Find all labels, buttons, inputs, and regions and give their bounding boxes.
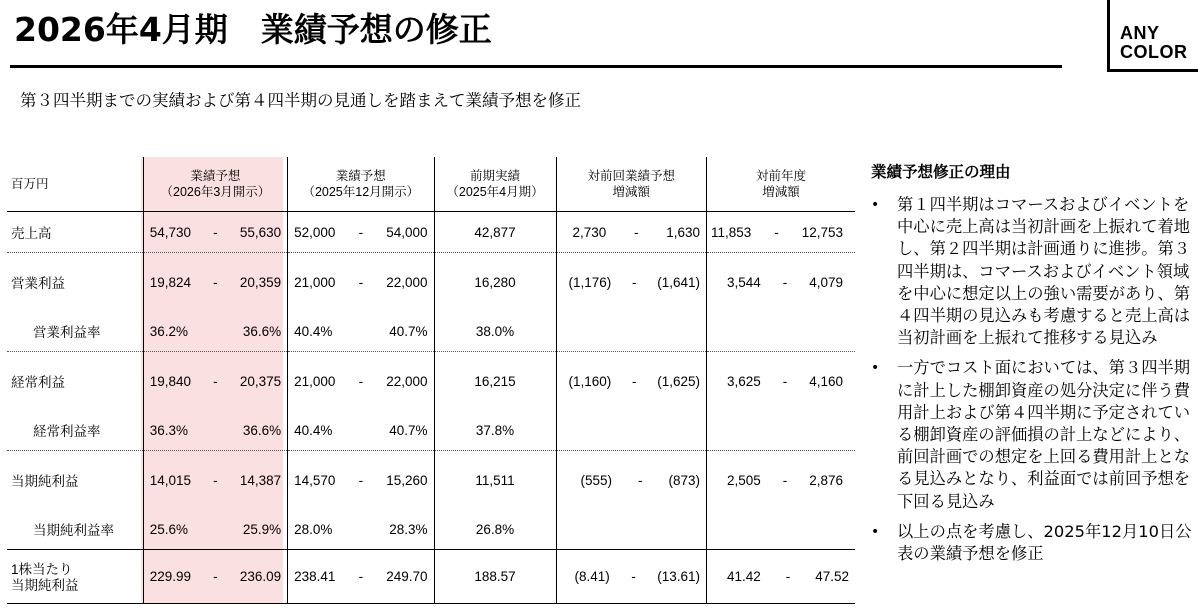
value: 36.6% <box>242 422 282 438</box>
value: 47.52 <box>815 569 849 584</box>
value: 14,570 <box>294 472 336 488</box>
row-label: 営業利益 <box>11 276 65 291</box>
range-dash: - <box>213 274 218 290</box>
table-row <box>7 212 855 253</box>
value: 16,215 <box>474 373 516 389</box>
table-row <box>7 253 855 312</box>
list-item <box>871 521 1198 565</box>
value: 188.57 <box>474 569 516 584</box>
value: 42,877 <box>474 224 516 240</box>
range-dash: - <box>782 472 788 488</box>
table-row <box>7 410 855 451</box>
table-row <box>7 509 855 550</box>
range-dash: - <box>358 373 364 389</box>
range-dash: - <box>785 569 791 584</box>
value: (555) <box>580 472 613 488</box>
value: 40.7% <box>389 422 428 438</box>
value: 236.09 <box>239 569 282 584</box>
value: 28.0% <box>294 521 333 537</box>
reason-text: 以上の点を考慮し、2025年12月10日公表の業績予想を修正 <box>897 521 1192 564</box>
value: 40.4% <box>294 323 333 339</box>
header-line2: 増減額 <box>762 185 800 199</box>
header-line2: （2025年4月期） <box>446 185 544 199</box>
value: 21,000 <box>294 373 336 389</box>
range-dash: - <box>213 373 218 389</box>
value: 3,625 <box>727 373 761 389</box>
table-row <box>7 352 855 411</box>
value: 40.7% <box>389 323 428 339</box>
value: 26.8% <box>475 521 515 537</box>
row-label: 当期純利益 <box>11 474 79 489</box>
header-line1: 業績予想 <box>335 169 386 183</box>
row-label-line1: 1株当たり <box>11 561 73 577</box>
value: 4,079 <box>809 274 843 290</box>
value: 55,630 <box>239 224 282 240</box>
value: 19,824 <box>149 274 192 290</box>
row-label: 営業利益率 <box>33 325 101 340</box>
value: 229.99 <box>149 569 192 584</box>
range-dash: - <box>213 472 218 488</box>
header-line2: 増減額 <box>612 185 651 199</box>
value: (1,176) <box>568 274 612 290</box>
bullet-icon: • <box>871 197 880 213</box>
value: 37.8% <box>475 422 515 438</box>
value: 40.4% <box>294 422 333 438</box>
company-logo <box>1107 0 1198 72</box>
revision-reasons-panel <box>871 160 1198 573</box>
value: 249.70 <box>386 569 428 584</box>
value: 14,015 <box>149 472 192 488</box>
reason-text: 一方でコスト面においては、第３四半期に計上した棚卸資産の処分決定に伴う費用計上および第４四半期に予定されている棚卸資産の評価損の計上などにより、前回計画での想定を上回る費用計上となる見込みとなり、利益面では前回予想を下回る見込み <box>897 358 1191 511</box>
value: 3,544 <box>727 274 761 290</box>
value: 4,160 <box>809 373 843 389</box>
logo-text-line2: COLOR <box>1120 42 1188 62</box>
value: 25.9% <box>242 521 282 537</box>
title-underline <box>10 65 1062 68</box>
row-label: 当期純利益率 <box>33 523 114 538</box>
header-line1: 対前回業績予想 <box>587 169 676 183</box>
range-dash: - <box>782 274 788 290</box>
value: (8.41) <box>574 569 610 584</box>
table-header-row <box>7 157 855 212</box>
value: 15,260 <box>386 472 428 488</box>
header-line2: （2026年3月開示） <box>160 185 271 199</box>
range-dash: - <box>631 569 636 584</box>
table-row <box>7 550 855 604</box>
bullet-icon: • <box>871 360 880 377</box>
reasons-list <box>871 194 1198 565</box>
value: 52,000 <box>294 224 336 240</box>
reason-text: 第１四半期はコマースおよびイベントを中心に売上高は当初計画を上振れて着地し、第２四半期は計画通りに進捗。第３四半期は、コマースおよびイベント領域を中心に想定以上の強い需要があり、第４四半期の見込みも考慮すると売上高は当初計画を上振れて推移する見込み <box>897 195 1191 348</box>
table-row <box>7 311 855 352</box>
value: 28.3% <box>389 521 428 537</box>
list-item <box>871 357 1198 512</box>
header-cell <box>434 157 556 212</box>
value: 16,280 <box>474 274 516 290</box>
value: (1,641) <box>657 274 700 290</box>
value: 19,840 <box>149 373 192 389</box>
row-label: 経常利益 <box>11 375 65 390</box>
value: 38.0% <box>475 323 515 339</box>
range-dash: - <box>358 274 364 290</box>
range-dash: - <box>213 569 218 584</box>
value: 20,359 <box>239 274 282 290</box>
table-row <box>7 451 855 510</box>
range-dash: - <box>358 224 364 240</box>
range-dash: - <box>632 373 637 389</box>
value: (13.61) <box>657 569 700 584</box>
range-dash: - <box>632 274 637 290</box>
value: 14,387 <box>239 472 282 488</box>
value: (1,160) <box>568 373 612 389</box>
value: 22,000 <box>386 274 428 290</box>
value: 25.6% <box>149 521 189 537</box>
header-line2: （2025年12月開示） <box>302 185 420 199</box>
range-dash: - <box>634 224 639 240</box>
value: 12,753 <box>801 224 843 240</box>
value: 54,000 <box>386 224 428 240</box>
page-title: 2026年4月期 業績予想の修正 <box>14 10 492 49</box>
value: 2,730 <box>572 224 607 240</box>
page-subtitle: 第３四半期までの実績および第４四半期の見通しを踏まえて業績予想を修正 <box>20 91 581 110</box>
value: 36.2% <box>149 323 189 339</box>
value: 2,876 <box>809 472 843 488</box>
range-dash: - <box>213 224 218 240</box>
row-label: 売上高 <box>11 226 52 241</box>
value: 41.42 <box>727 569 761 584</box>
value: 11,853 <box>711 224 752 240</box>
value: 36.3% <box>149 422 189 438</box>
value: 2,505 <box>727 472 761 488</box>
list-item <box>871 194 1198 349</box>
value: 238.41 <box>294 569 336 584</box>
header-cell <box>288 157 434 212</box>
header-line1: 対前年度 <box>755 169 806 183</box>
value: 1,630 <box>666 224 700 240</box>
range-dash: - <box>358 472 364 488</box>
value: 20,375 <box>239 373 282 389</box>
range-dash: - <box>782 373 788 389</box>
reasons-heading: 業績予想修正の理由 <box>871 163 1011 181</box>
header-cell <box>143 157 287 212</box>
range-dash: - <box>638 472 643 488</box>
value: 36.6% <box>242 323 282 339</box>
header-line1: 前期実績 <box>470 169 521 183</box>
range-dash: - <box>774 224 779 240</box>
value: 54,730 <box>149 224 192 240</box>
value: 21,000 <box>294 274 336 290</box>
unit-label: 百万円 <box>11 177 49 191</box>
row-label: 経常利益率 <box>33 424 101 439</box>
logo-text-line1: ANY <box>1120 23 1160 43</box>
value: (1,625) <box>657 373 700 389</box>
value: (873) <box>668 472 700 488</box>
value: 22,000 <box>386 373 428 389</box>
row-label-line2: 当期純利益 <box>11 577 79 593</box>
value: 11,511 <box>475 472 515 488</box>
header-line1: 業績予想 <box>190 169 241 183</box>
forecast-table <box>7 157 855 604</box>
header-cell <box>556 157 706 212</box>
bullet-icon: • <box>871 523 880 540</box>
header-cell <box>707 157 856 212</box>
range-dash: - <box>358 569 364 584</box>
